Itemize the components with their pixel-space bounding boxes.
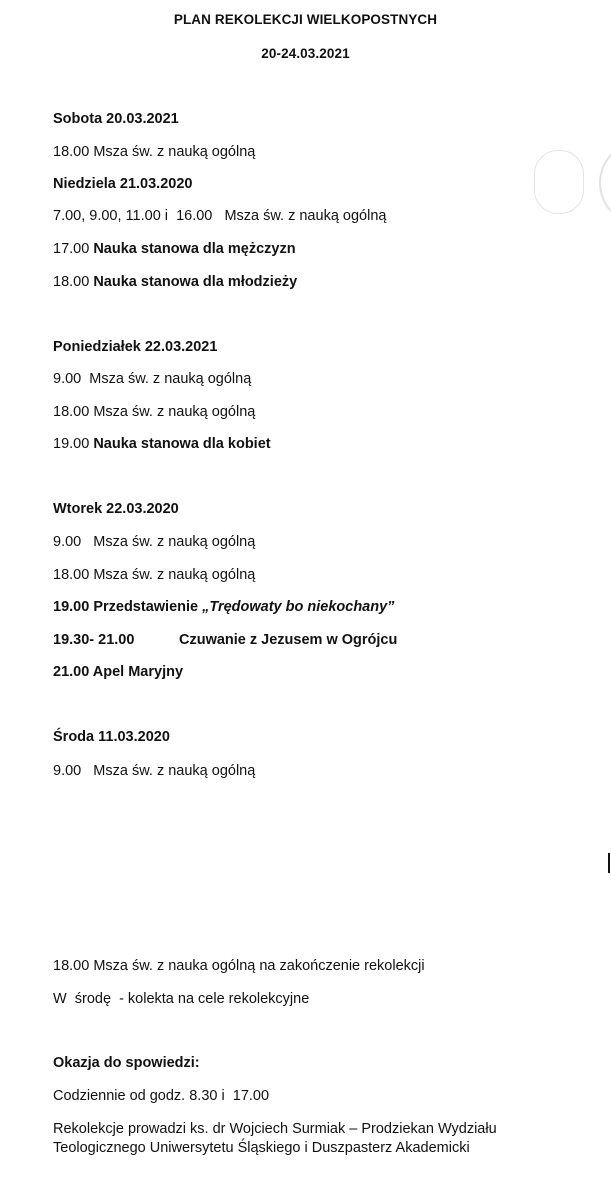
sunday-youth-text: Nauka stanowa dla młodzieży bbox=[93, 274, 298, 290]
sunday-youth-time: 18.00 bbox=[53, 274, 94, 290]
tuesday-mass-morning: 9.00 Msza św. z nauką ogólną bbox=[53, 534, 256, 550]
tuesday-play bbox=[53, 598, 394, 616]
monday-mass-morning: 9.00 Msza św. z nauką ogólną bbox=[53, 371, 252, 387]
tuesday-vigil bbox=[53, 631, 134, 649]
confession-hours: Codziennie od godz. 8.30 i 17.00 bbox=[53, 1088, 270, 1104]
tuesday-play-title: „Trędowaty bo niekochany” bbox=[202, 599, 395, 615]
monday-mass-evening: 18.00 Msza św. z nauką ogólną bbox=[53, 404, 256, 420]
monday-heading: Poniedziałek 22.03.2021 bbox=[53, 339, 218, 355]
closing-mass: 18.00 Msza św. z nauka ogólną na zakończenie rekolekcji bbox=[53, 958, 425, 974]
tuesday-apel: 21.00 Apel Maryjny bbox=[53, 664, 184, 680]
saturday-heading: Sobota 20.03.2021 bbox=[53, 111, 179, 127]
tuesday-mass-evening: 18.00 Msza św. z nauką ogólną bbox=[53, 567, 256, 583]
saturday-mass-text: Msza św. z nauką ogólną bbox=[89, 144, 256, 160]
overlay-circle-shape bbox=[599, 143, 611, 223]
sunday-men-text: Nauka stanowa dla mężczyzn bbox=[93, 241, 296, 257]
monday-women-text: Nauka stanowa dla kobiet bbox=[93, 436, 271, 452]
sunday-heading: Niedziela 21.03.2020 bbox=[53, 176, 193, 192]
confession-heading: Okazja do spowiedzi: bbox=[53, 1055, 200, 1071]
tuesday-play-prefix: 19.00 Przedstawienie bbox=[53, 599, 203, 615]
tuesday-vigil-text: Czuwanie z Jezusem w Ogrójcu bbox=[179, 632, 398, 648]
date-range: 20-24.03.2021 bbox=[261, 46, 350, 61]
tuesday-heading: Wtorek 22.03.2020 bbox=[53, 501, 179, 517]
overlay-pill-shape bbox=[534, 150, 584, 214]
collection-note: W środę - kolekta na cele rekolekcyjne bbox=[53, 991, 310, 1007]
saturday-mass-time: 18.00 bbox=[53, 144, 90, 160]
monday-women-session bbox=[53, 435, 271, 453]
saturday-mass bbox=[53, 143, 255, 161]
sunday-youth-session bbox=[53, 273, 297, 291]
tuesday-vigil-time: 19.30- 21.00 bbox=[53, 632, 135, 648]
page-title: PLAN REKOLEKCJI WIELKOPOSTNYCH bbox=[173, 12, 438, 27]
wednesday-mass-morning: 9.00 Msza św. z nauką ogólną bbox=[53, 763, 256, 779]
sunday-men-session bbox=[53, 240, 296, 258]
retreat-leader-note: Rekolekcje prowadzi ks. dr Wojciech Surmiak – Prodziekan Wydziału Teologicznego Uniwersytetu Śląskiego i Duszpasterz Akademicki bbox=[53, 1121, 497, 1156]
wednesday-heading: Środa 11.03.2020 bbox=[53, 729, 170, 745]
monday-women-time: 19.00 bbox=[53, 436, 94, 452]
edge-tick-mark bbox=[608, 853, 610, 873]
sunday-mass-times: 7.00, 9.00, 11.00 i 16.00 Msza św. z nauką ogólną bbox=[53, 208, 387, 224]
sunday-men-time: 17.00 bbox=[53, 241, 94, 257]
